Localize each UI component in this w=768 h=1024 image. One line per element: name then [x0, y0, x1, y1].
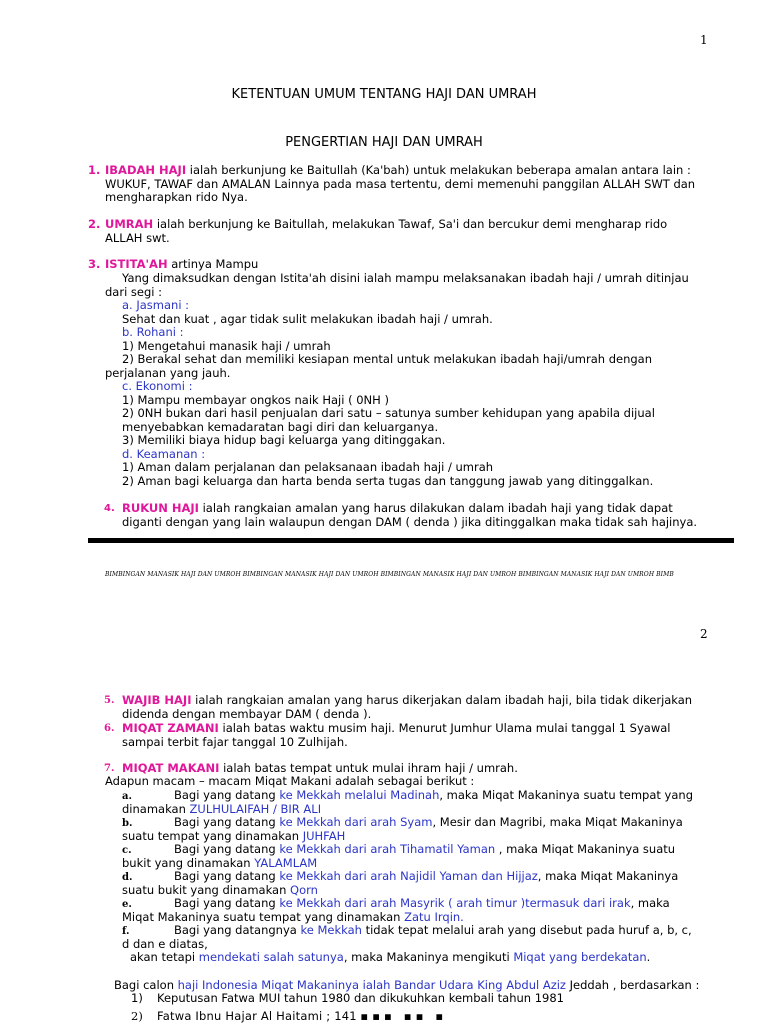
text: Bagi yang datangnya — [174, 923, 301, 937]
item-text-line: Yang dimaksudkan dengan Istita'ah disini ialah mampu melaksanakan ibadah haji / umrah ditinjau — [122, 271, 689, 285]
text: , maka Makaninya mengikuti — [343, 950, 514, 964]
item-text-line: Sehat dan kuat , agar tidak sulit melakukan ibadah haji / umrah. — [122, 312, 493, 326]
highlight-text: ZULHULAIFAH / BIR ALI — [189, 802, 322, 816]
page-number-2: 2 — [700, 627, 708, 641]
highlight-text: ke Mekkah dari arah Syam — [279, 815, 433, 829]
glyph-marks: ▪▪▪ ▪▪ ▪ — [360, 1009, 448, 1023]
text: , maka — [630, 896, 670, 910]
definition-text: ialah rangkaian amalan yang harus dilakukan dalam ibadah haji yang tidak dapat — [198, 501, 673, 515]
item-text-line: 1) Mampu membayar ongkos naik Haji ( 0NH ) — [122, 393, 389, 407]
term-miqat-zamani: MIQAT ZAMANI — [122, 721, 219, 735]
sub-item-text — [174, 816, 683, 830]
sub-heading-jasmani: a. Jasmani : — [122, 298, 190, 312]
item-number: 6. — [104, 723, 115, 734]
term-istitaah: ISTITA'AH — [105, 257, 168, 271]
item-text-line: perjalanan yang jauh. — [105, 366, 231, 380]
item-text — [105, 164, 691, 178]
text: dinamakan — [122, 802, 190, 816]
item-text-line: 3) Memiliki biaya hidup bagi keluarga yang ditinggakan. — [122, 433, 446, 447]
item-text-line: sampai terbit fajar tanggal 10 Zulhijah. — [122, 735, 348, 749]
sub-item-text — [174, 789, 693, 803]
item-text — [105, 218, 667, 232]
item-text-line: WUKUF, TAWAF dan AMALAN Lainnya pada masa tertentu, demi memenuhi panggilan ALLAH SWT dan — [105, 177, 696, 191]
item-number: 5. — [104, 695, 115, 706]
item-text-line: mengharapkan rido Nya. — [105, 190, 248, 204]
highlight-text: ke Mekkah — [300, 923, 362, 937]
definition-text: ialah batas waktu musim haji. Menurut Jumhur Ulama mulai tanggal 1 Syawal — [218, 721, 671, 735]
item-text-line: didenda dengan membayar DAM ( denda ). — [122, 707, 372, 721]
text: Bagi yang datang — [174, 869, 280, 883]
sub-heading-keamanan: d. Keamanan : — [122, 447, 206, 461]
item-text — [122, 694, 692, 708]
page-number-1: 1 — [700, 33, 708, 47]
sub-item-label: b. — [122, 818, 133, 829]
item-text-line: 1) Aman dalam perjalanan dan pelaksanaan ibadah haji / umrah — [122, 460, 494, 474]
text: akan tetapi — [130, 950, 199, 964]
item-text-line: menyebabkan kemadaratan bagi diri dan keluarganya. — [122, 420, 439, 434]
sub-heading-ekonomi: c. Ekonomi : — [122, 379, 193, 393]
definition-text: ialah rangkaian amalan yang harus dikerjakan dalam ibadah haji, bila tidak dikerjakan — [191, 693, 693, 707]
text: , Mesir dan Magribi, maka Miqat Makaninya — [432, 815, 683, 829]
definition-text: ialah berkunjung ke Baitullah, melakukan Tawaf, Sa'i dan bercukur demi mengharap rido — [153, 217, 668, 231]
highlight-text: mendekati salah satunya — [198, 950, 344, 964]
item-text-line: 2) 0NH bukan dari hasil penjualan dari satu – satunya sumber kehidupan yang apabila dijual — [122, 406, 655, 420]
item-text-line: diganti dengan yang lain walaupun dengan DAM ( denda ) jika ditinggalkan maka tidak sah hajinya. — [122, 515, 698, 529]
reference-text — [157, 1010, 447, 1024]
reference-number: 2) — [131, 1009, 143, 1023]
item-text-line: ALLAH swt. — [105, 231, 170, 245]
term-miqat-makani: MIQAT MAKANI — [122, 761, 220, 775]
highlight-text: haji Indonesia Miqat Makaninya ialah Bandar Udara King Abdul Aziz — [177, 978, 566, 992]
page-title: KETENTUAN UMUM TENTANG HAJI DAN UMRAH — [231, 87, 537, 102]
text: suatu bukit yang dinamakan — [122, 883, 291, 897]
item-number: 2. — [88, 217, 101, 231]
text: bukit yang dinamakan — [122, 856, 255, 870]
sub-heading-rohani: b. Rohani : — [122, 325, 184, 339]
highlight-text: ke Mekkah dari arah Masyrik ( arah timur )termasuk dari irak — [279, 896, 631, 910]
section-subtitle: PENGERTIAN HAJI DAN UMRAH — [285, 135, 483, 150]
text: Fatwa Ibnu Hajar Al Haitami ; 141 — [157, 1009, 357, 1023]
text: Bagi yang datang — [174, 815, 280, 829]
sub-item-text — [130, 951, 650, 965]
term-ibadah-haji: IBADAH HAJI — [105, 163, 187, 177]
text: tidak tepat melalui arah yang disebut pada huruf a, b, c, — [361, 923, 692, 937]
item-number: 3. — [88, 257, 101, 271]
reference-text: Keputusan Fatwa MUI tahun 1980 dan dikukuhkan kembali tahun 1981 — [157, 991, 564, 1005]
item-text — [122, 502, 673, 516]
highlight-text: ke Mekkah dari arah Tihamatil Yaman — [279, 842, 496, 856]
highlight-text: JUHFAH — [302, 829, 346, 843]
highlight-text: ke Mekkah dari arah Najidil Yaman dan Hijjaz — [279, 869, 538, 883]
text: suatu tempat yang dinamakan — [122, 829, 303, 843]
text: , maka Miqat Makaninya suatu tempat yang — [439, 788, 693, 802]
text: Bagi yang datang — [174, 896, 280, 910]
definition-text: artinya Mampu — [167, 257, 259, 271]
sub-item-label: c. — [122, 845, 132, 856]
highlight-text: YALAMLAM — [254, 856, 318, 870]
term-rukun-haji: RUKUN HAJI — [122, 501, 199, 515]
period: . — [646, 950, 651, 964]
item-text-line: Adapun macam – macam Miqat Makani adalah sebagai berikut : — [105, 774, 475, 788]
sub-item-text — [174, 843, 675, 857]
item-number: 4. — [104, 503, 115, 514]
text: Jeddah , berdasarkan : — [565, 978, 700, 992]
sub-item-text — [174, 924, 692, 938]
item-text-line: dari segi : — [105, 285, 163, 299]
sub-item-label: f. — [122, 926, 130, 937]
item-text — [105, 258, 258, 272]
page-divider-rule — [88, 538, 734, 543]
item-number: 7. — [104, 763, 115, 774]
item-text-line: 2) Berakal sehat dan memiliki kesiapan mental untuk melakukan ibadah haji/umrah dengan — [122, 352, 653, 366]
text: Bagi yang datang — [174, 842, 280, 856]
sub-item-label: d. — [122, 872, 133, 883]
item-text-line: 1) Mengetahui manasik haji / umrah — [122, 339, 331, 353]
reference-number: 1) — [131, 991, 143, 1005]
definition-text: ialah berkunjung ke Baitullah (Ka'bah) untuk melakukan beberapa amalan antara lain : — [186, 163, 691, 177]
text: Miqat Makaninya suatu tempat yang dinamakan — [122, 910, 405, 924]
page-footer: BIMBINGAN MANASIK HAJI DAN UMROH BIMBINGAN MANASIK HAJI DAN UMROH BIMBINGAN MANASIK HAJI DAN UMROH BIMBINGAN MANASIK HAJI DAN UMROH BIMB — [105, 571, 674, 578]
text: Bagi calon — [114, 978, 178, 992]
definition-text: ialah batas tempat untuk mulai ihram haji / umrah. — [219, 761, 518, 775]
sub-item-label: a. — [122, 791, 132, 802]
highlight-text: ke Mekkah melalui Madinah — [279, 788, 440, 802]
text: Bagi yang datang — [174, 788, 280, 802]
sub-item-text: d dan e diatas, — [122, 937, 208, 951]
sub-item-text — [174, 897, 670, 911]
sub-item-text — [174, 870, 678, 884]
term-umrah: UMRAH — [105, 217, 154, 231]
term-wajib-haji: WAJIB HAJI — [122, 693, 192, 707]
text: , maka Miqat Makaninya — [537, 869, 679, 883]
highlight-text: Zatu Irqin. — [404, 910, 464, 924]
text: , maka Miqat Makaninya suatu — [495, 842, 676, 856]
item-number: 1. — [88, 163, 101, 177]
sub-item-label: e. — [122, 899, 132, 910]
highlight-text: Qorn — [290, 883, 318, 897]
item-text-line: 2) Aman bagi keluarga dan harta benda serta tugas dan tanggung jawab yang ditinggalkan. — [122, 474, 654, 488]
highlight-text: Miqat yang berdekatan — [513, 950, 647, 964]
item-text — [122, 722, 670, 736]
